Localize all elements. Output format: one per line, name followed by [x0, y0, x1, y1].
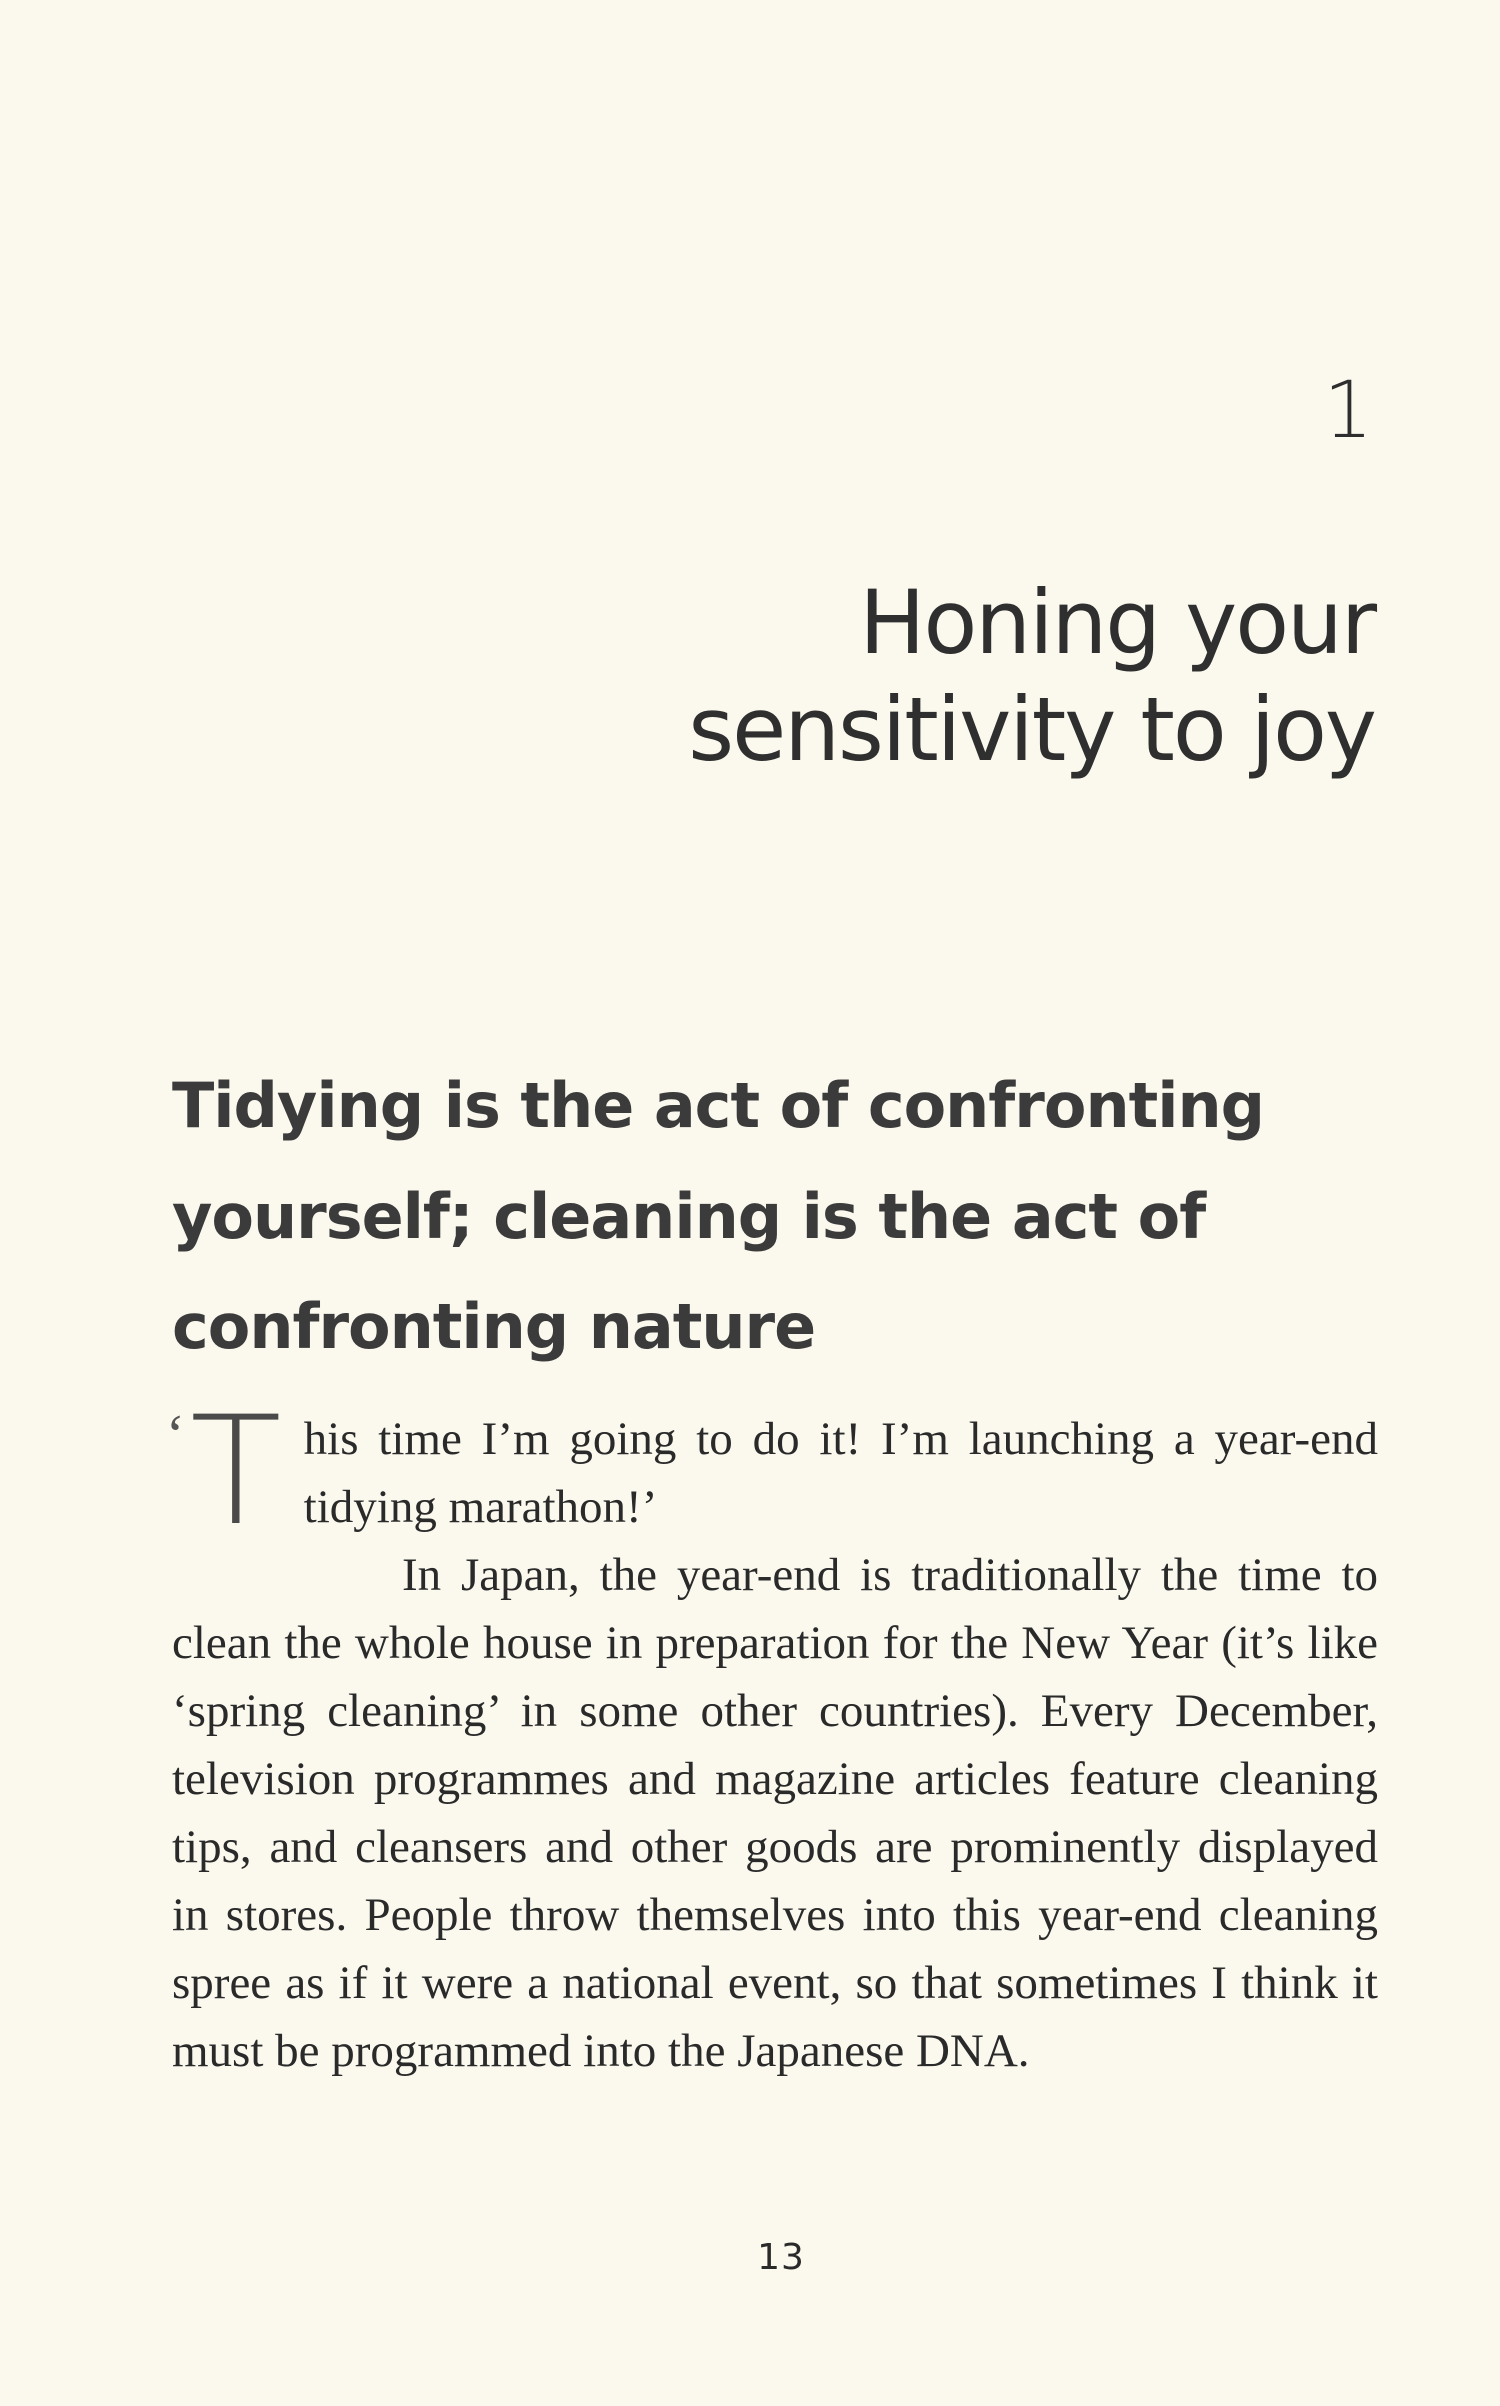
page-number: 13: [757, 2237, 805, 2278]
chapter-title: [475, 569, 1375, 784]
section-heading: [172, 1051, 1302, 1382]
paragraph-1: [172, 1385, 1378, 1559]
paragraph-1-text: his time I’m going to do it! I’m launching a year-end tidying marathon!’: [303, 1413, 1378, 1533]
drop-cap: T: [190, 1385, 282, 1559]
section-heading-line-2: yourself; cleaning is the act of: [172, 1179, 1206, 1253]
body-text: [166, 1385, 1378, 2085]
chapter-title-line-1: Honing your: [859, 570, 1375, 674]
section-heading-line-1: Tidying is the act of confronting: [172, 1069, 1264, 1143]
chapter-number: 1: [1323, 366, 1373, 456]
opening-quote-mark: ‘: [166, 1404, 185, 1466]
section-heading-line-3: confronting nature: [172, 1290, 816, 1364]
paragraph-2: In Japan, the year-end is traditionally the time to clean the whole house in preparation for the New Year (it’s like ‘spring cleaning’ in some other countries). Every December, television programmes and magazine articles feature cleaning tips, and cleansers and other goods are prominently displayed in stores. People throw themselves into this year-end cleaning spree as if it were a national event, so that sometimes I think it must be programmed into the Japanese DNA.: [172, 1549, 1378, 2077]
chapter-title-line-2: sensitivity to joy: [688, 678, 1375, 782]
